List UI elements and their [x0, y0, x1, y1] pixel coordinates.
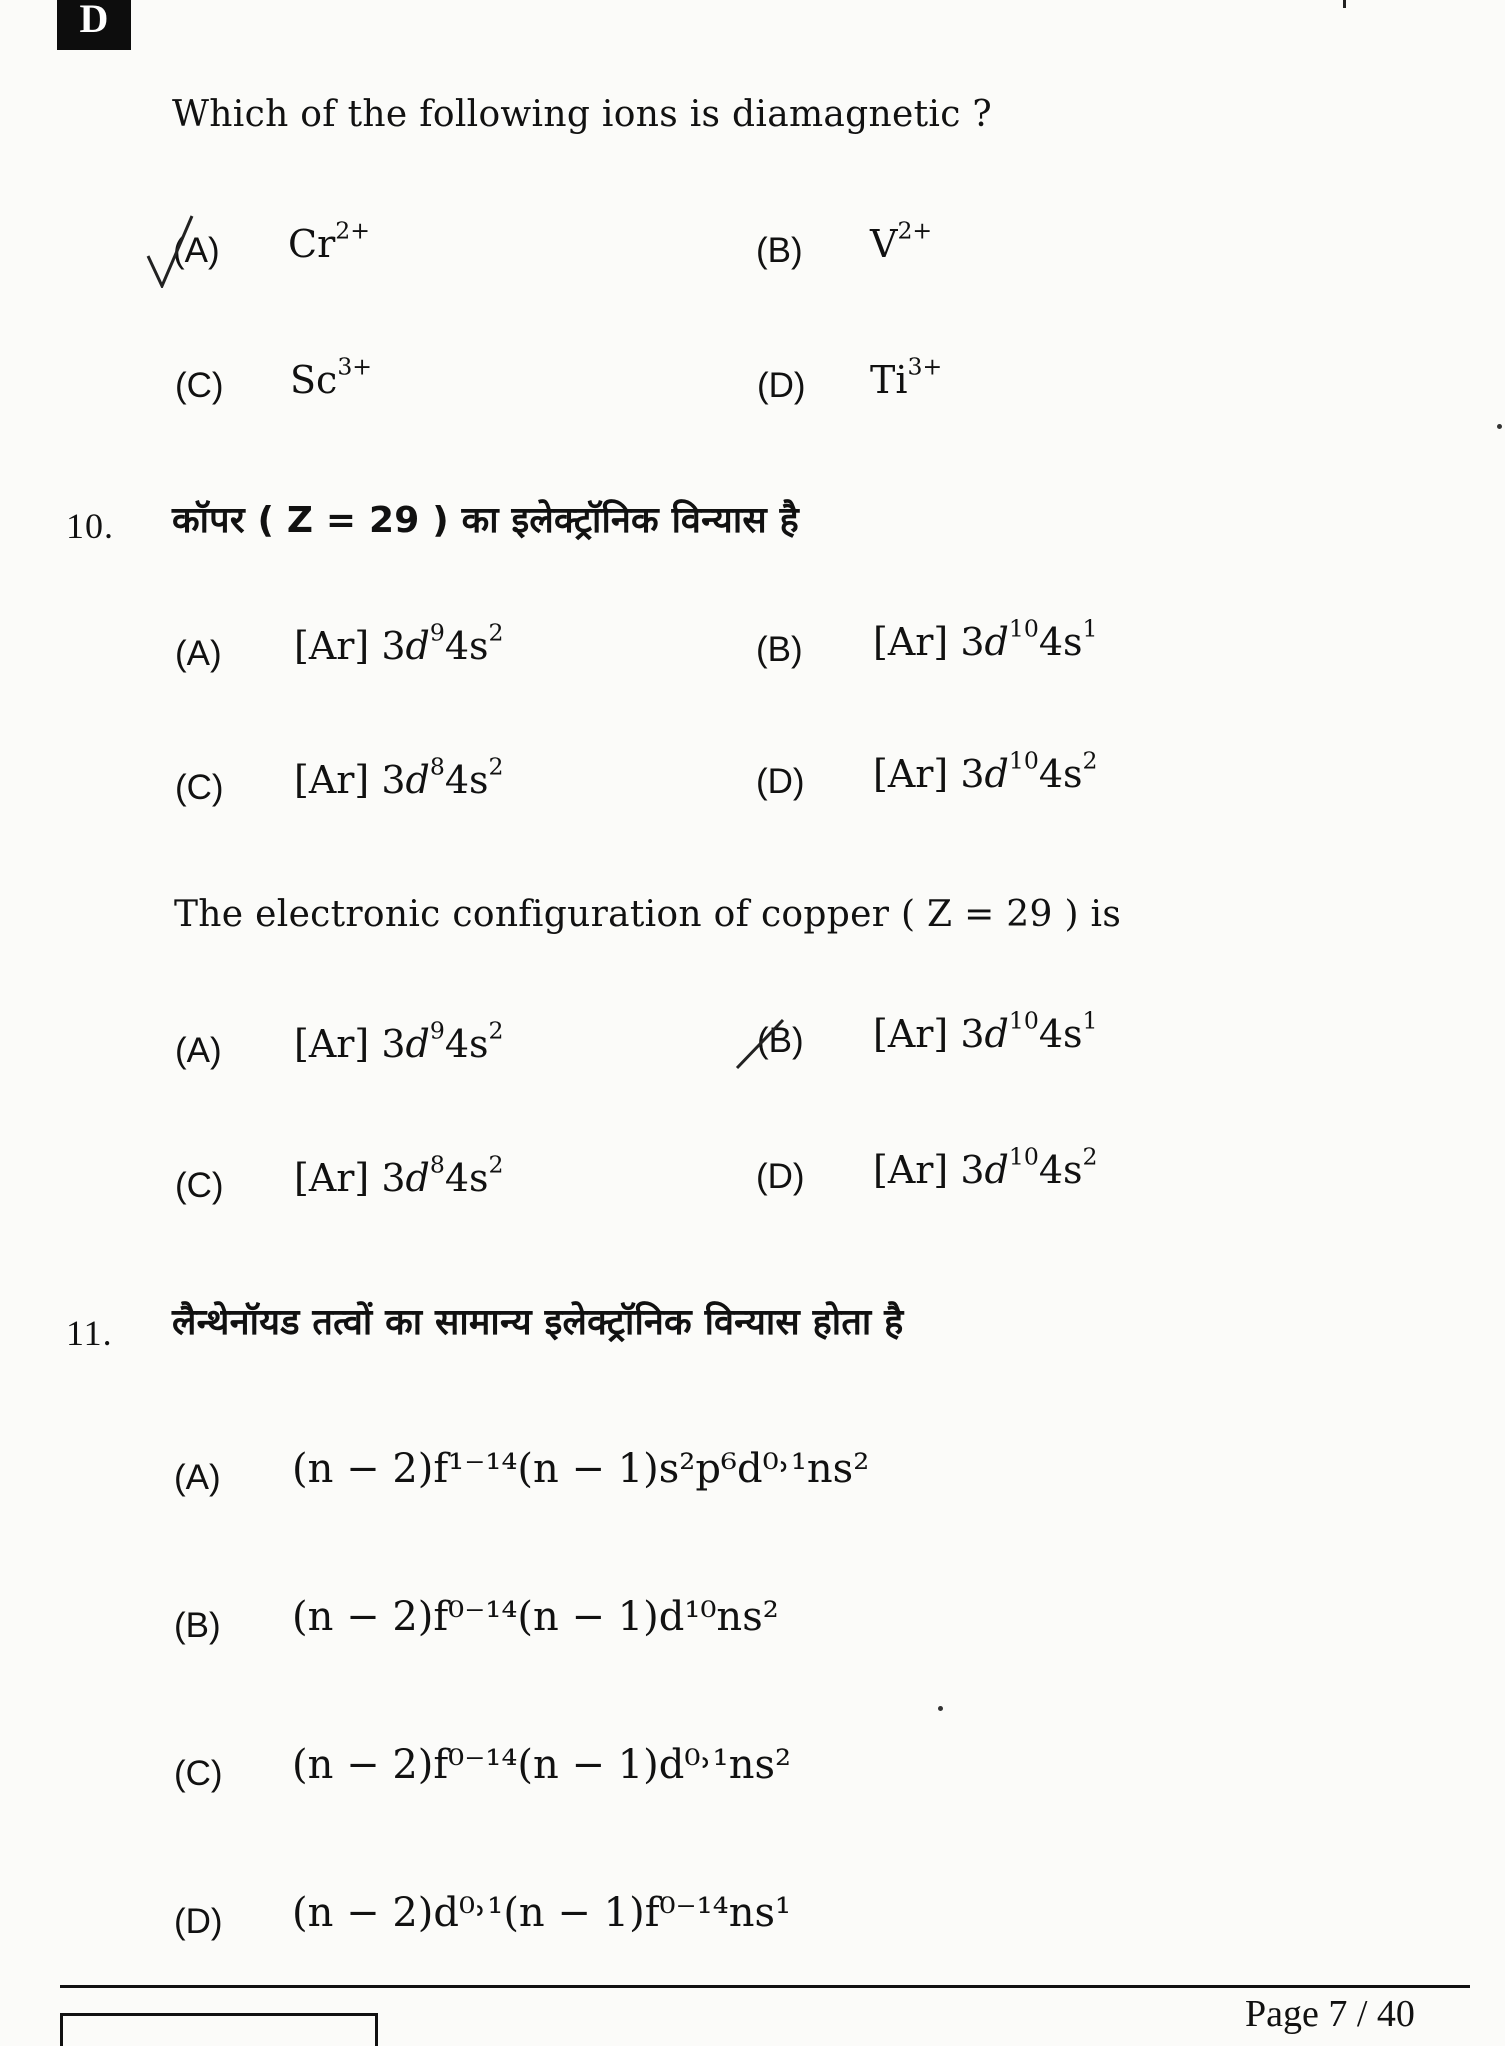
q10-en-option-c-value[interactable]: [Ar] $3d^84s^2$	[294, 1150, 504, 1200]
q11-number: 11.	[66, 1313, 113, 1353]
strike-mark-icon	[735, 1012, 795, 1072]
checkmark-icon	[140, 208, 240, 288]
q10-en-option-a-value[interactable]: [Ar] $3d^94s^2$	[294, 1016, 504, 1066]
speck	[938, 1706, 943, 1711]
page-number: Page 7 / 40	[1245, 1993, 1415, 2035]
q9-option-a-value[interactable]: $Cr^{2+}$	[288, 216, 370, 266]
q10-question-text-english: The electronic configuration of copper ( Z = 29 ) is	[174, 894, 1122, 935]
q11-option-b-label[interactable]: (B)	[174, 1606, 221, 1645]
corner-mark	[1343, 0, 1346, 8]
q10-en-option-b-label[interactable]: (B)	[757, 1021, 804, 1060]
footer-rule	[60, 1985, 1470, 1988]
q9-option-d-label[interactable]: (D)	[757, 366, 806, 405]
q10-question-text-hindi: कॉपर ( Z = 29 ) का इलेक्ट्रॉनिक विन्यास है	[172, 500, 799, 541]
q10-en-option-d-value[interactable]: [Ar] $3d^{10}4s^2$	[873, 1142, 1098, 1192]
q10-en-option-b-value[interactable]: [Ar] $3d^{10}4s^1$	[873, 1006, 1098, 1056]
q10-hi-option-b-label[interactable]: (B)	[756, 630, 803, 669]
q9-option-c-value[interactable]: $Sc^{3+}$	[290, 352, 373, 402]
q9-option-a-label[interactable]: (A)	[173, 231, 220, 270]
q10-hi-option-a-value[interactable]: [Ar] $3d^94s^2$	[294, 618, 504, 668]
q10-hi-option-c-label[interactable]: (C)	[175, 768, 224, 807]
q10-hi-option-d-value[interactable]: [Ar] $3d^{10}4s^2$	[873, 746, 1098, 796]
q10-en-option-c-label[interactable]: (C)	[175, 1166, 224, 1205]
q10-hi-option-d-label[interactable]: (D)	[756, 762, 805, 801]
q11-option-c-label[interactable]: (C)	[174, 1754, 223, 1793]
q10-hi-option-b-value[interactable]: [Ar] $3d^{10}4s^1$	[873, 614, 1098, 664]
q9-option-c-label[interactable]: (C)	[175, 366, 224, 405]
q9-option-b-value[interactable]: $V^{2+}$	[870, 216, 933, 266]
q11-option-b-formula[interactable]: (n − 2)f⁰⁻¹⁴(n − 1)d¹⁰ns²	[292, 1594, 779, 1640]
q10-number: 10.	[66, 506, 114, 546]
q10-hi-option-a-label[interactable]: (A)	[175, 634, 222, 673]
q9-option-d-value[interactable]: $Ti^{3+}$	[870, 352, 943, 402]
q10-hi-option-c-value[interactable]: [Ar] $3d^84s^2$	[294, 752, 504, 802]
q11-option-c-formula[interactable]: (n − 2)f⁰⁻¹⁴(n − 1)d⁰˒¹ns²	[292, 1742, 792, 1788]
footer-code-box	[60, 2013, 378, 2046]
q11-option-a-label[interactable]: (A)	[174, 1458, 221, 1497]
q11-option-d-label[interactable]: (D)	[174, 1902, 223, 1941]
q9-option-b-label[interactable]: (B)	[756, 231, 803, 270]
q9-question-text: Which of the following ions is diamagnetic ?	[172, 94, 993, 135]
q10-en-option-d-label[interactable]: (D)	[756, 1157, 805, 1196]
q11-option-a-formula[interactable]: (n − 2)f¹⁻¹⁴(n − 1)s²p⁶d⁰˒¹ns²	[292, 1446, 870, 1492]
q11-option-d-formula[interactable]: (n − 2)d⁰˒¹(n − 1)f⁰⁻¹⁴ns¹	[292, 1890, 792, 1936]
speck	[1497, 424, 1502, 429]
q10-en-option-a-label[interactable]: (A)	[175, 1031, 222, 1070]
q11-question-text-hindi: लैन्थेनॉयड तत्वों का सामान्य इलेक्ट्रॉनिक विन्यास होता है	[172, 1302, 904, 1343]
section-badge: D	[57, 0, 131, 50]
